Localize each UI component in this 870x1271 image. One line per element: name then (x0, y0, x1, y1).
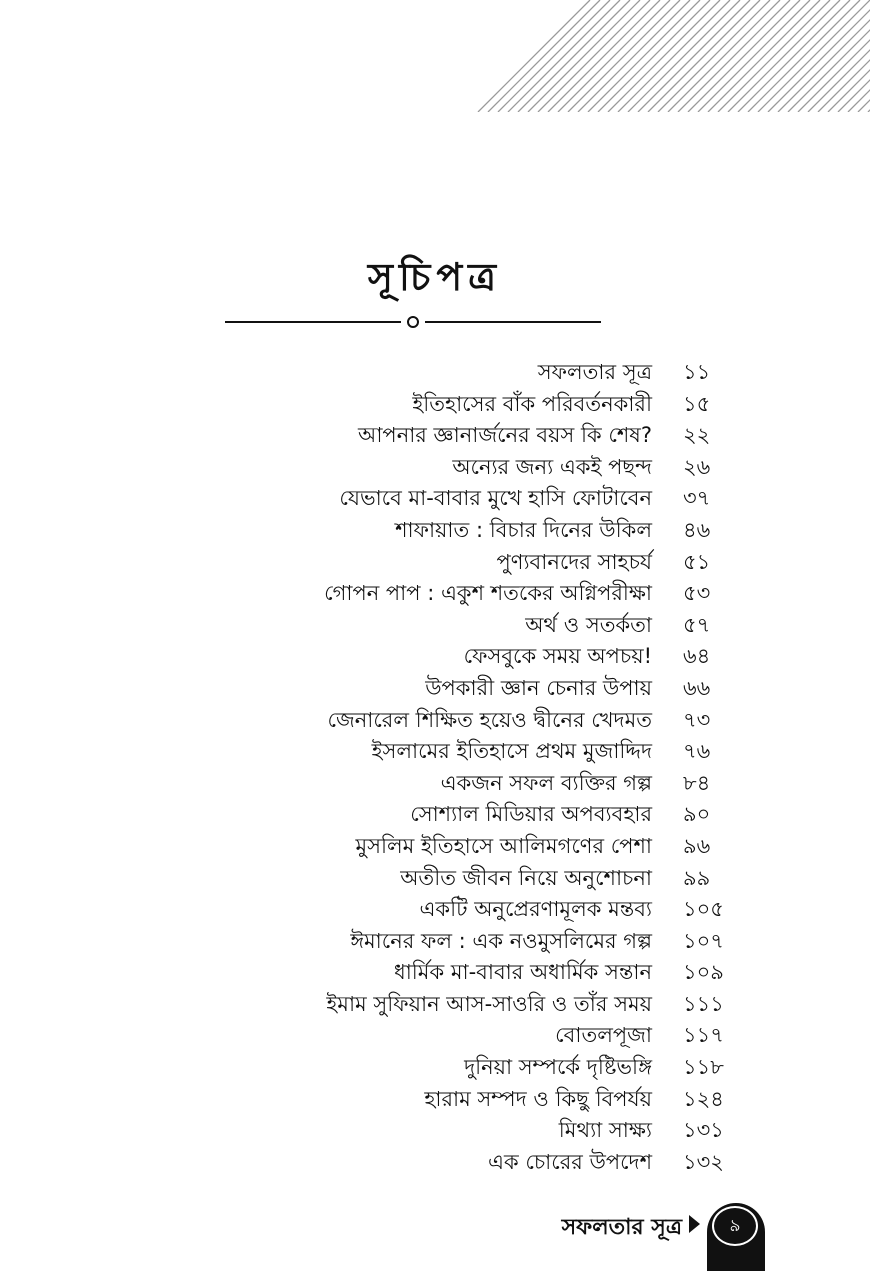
toc-entry-title: ইমাম সুফিয়ান আস-সাওরি ও তাঁর সময় (326, 991, 652, 1016)
toc-entry-page: ৬৬ (683, 675, 711, 700)
toc-entry-page: ১০৫ (683, 897, 724, 922)
toc-entry-page: ৫৭ (683, 612, 711, 637)
toc-entry-page: ২৬ (683, 454, 711, 479)
toc-entry (0, 579, 870, 611)
toc-entry-title: শাফায়াত : বিচার দিনের উকিল (395, 517, 652, 542)
hatch-line (788, 0, 870, 112)
toc-entry-page: ৭৬ (683, 739, 711, 764)
toc-entry-page: ৫১ (683, 549, 711, 574)
toc-entry (0, 1148, 870, 1180)
toc-entry (0, 674, 870, 706)
toc-entry-title: এক চোরের উপদেশ (487, 1149, 652, 1174)
toc-entry (0, 1116, 870, 1148)
toc-entry (0, 390, 870, 422)
toc-entry (0, 769, 870, 801)
toc-entry-page: ৮৪ (683, 770, 711, 795)
toc-entry (0, 358, 870, 390)
title-divider (225, 312, 601, 332)
toc-entry (0, 895, 870, 927)
toc-entry-title: অর্থ ও সতর্কতা (525, 612, 652, 637)
table-of-contents (0, 358, 870, 1179)
toc-entry-title: বোতলপূজা (555, 1023, 652, 1048)
toc-entry-page: ১১ (683, 360, 711, 384)
toc-entry-title: ফেসবুকে সময় অপচয়! (463, 644, 652, 669)
toc-entry-title: মুসলিম ইতিহাসে আলিমগণের পেশা (355, 833, 652, 858)
toc-entry-title: ইসলামের ইতিহাসে প্রথম মুজাদ্দিদ (371, 739, 652, 764)
toc-entry-page: ৫৩ (683, 581, 711, 606)
toc-entry (0, 927, 870, 959)
toc-entry-title: একজন সফল ব্যক্তির গল্প (440, 770, 652, 795)
toc-entry-page: ৪৬ (683, 517, 711, 542)
toc-entry-title: অতীত জীবন নিয়ে অনুশোচনা (400, 865, 652, 890)
toc-entry-page: ১৫ (683, 391, 711, 416)
toc-entry (0, 706, 870, 738)
triangle-arrow-icon (689, 1215, 700, 1233)
hatch-line (808, 0, 870, 112)
toc-entry-title: হারাম সম্পদ ও কিছু বিপর্যয় (424, 1086, 652, 1111)
toc-entry-title: মিথ্যা সাক্ষ্য (558, 1118, 652, 1143)
toc-entry-page: ৬৪ (683, 644, 711, 669)
toc-entry (0, 832, 870, 864)
toc-entry-title: আপনার জ্ঞানার্জনের বয়স কি শেষ? (357, 423, 652, 448)
toc-entry-page: ১৩২ (683, 1149, 724, 1174)
toc-entry-page: ১০৭ (683, 928, 724, 953)
toc-entry (0, 421, 870, 453)
toc-entry-title: জেনারেল শিক্ষিত হয়েও দ্বীনের খেদমত (327, 707, 652, 732)
toc-entry (0, 484, 870, 516)
toc-entry (0, 800, 870, 832)
toc-entry-page: ৯৯ (683, 865, 711, 890)
toc-entry-title: উপকারী জ্ঞান চেনার উপায় (425, 675, 652, 700)
toc-entry-page: ১০৯ (683, 960, 724, 985)
toc-entry-title: যেভাবে মা-বাবার মুখে হাসি ফোটাবেন (339, 486, 652, 511)
toc-entry-page: ৩৭ (683, 486, 711, 511)
toc-entry (0, 453, 870, 485)
toc-entry-title: ঈমানের ফল : এক নওমুসলিমের গল্প (350, 928, 652, 953)
diagonal-hatch-decoration (0, 0, 870, 112)
toc-entry-page: ১১১ (683, 991, 724, 1016)
toc-entry-title: সফলতার সূত্র (537, 360, 652, 384)
toc-entry-page: ৭৩ (683, 707, 711, 732)
toc-entry (0, 516, 870, 548)
toc-entry (0, 611, 870, 643)
toc-entry-page: ১২৪ (683, 1086, 724, 1111)
toc-entry-title: ইতিহাসের বাঁক পরিবর্তনকারী (412, 391, 652, 416)
toc-entry-title: অন্যের জন্য একই পছন্দ (452, 454, 652, 479)
page-number: ৯ (712, 1206, 758, 1246)
toc-entry-title: দুনিয়া সম্পর্কে দৃষ্টিভঙ্গি (464, 1055, 652, 1080)
toc-entry (0, 990, 870, 1022)
toc-entry-page: ১১৭ (683, 1023, 724, 1048)
toc-entry-page: ৯০ (683, 802, 711, 827)
toc-entry (0, 1021, 870, 1053)
page-title: সূচিপত্র (367, 255, 503, 299)
toc-entry-title: পুণ্যবানদের সাহচর্য (496, 549, 652, 574)
toc-entry (0, 548, 870, 580)
toc-entry-page: ১৩১ (683, 1118, 724, 1143)
toc-entry (0, 958, 870, 990)
running-footer-title: সফলতার সূত্র (561, 1215, 682, 1240)
toc-entry (0, 737, 870, 769)
toc-entry-page: ২২ (683, 423, 711, 448)
toc-entry-page: ১১৮ (683, 1055, 724, 1080)
toc-entry-title: গোপন পাপ : একুশ শতকের অগ্নিপরীক্ষা (324, 581, 652, 606)
toc-entry-title: একটি অনুপ্রেরণামূলক মন্তব্য (419, 897, 652, 922)
toc-entry (0, 642, 870, 674)
hatch-line (848, 0, 870, 112)
toc-entry-page: ৯৬ (683, 833, 711, 858)
toc-entry (0, 864, 870, 896)
toc-entry-title: সোশ্যাল মিডিয়ার অপব্যবহার (410, 802, 652, 827)
toc-entry-title: ধার্মিক মা-বাবার অধার্মিক সন্তান (393, 960, 652, 985)
toc-entry (0, 1085, 870, 1117)
toc-entry (0, 1053, 870, 1085)
